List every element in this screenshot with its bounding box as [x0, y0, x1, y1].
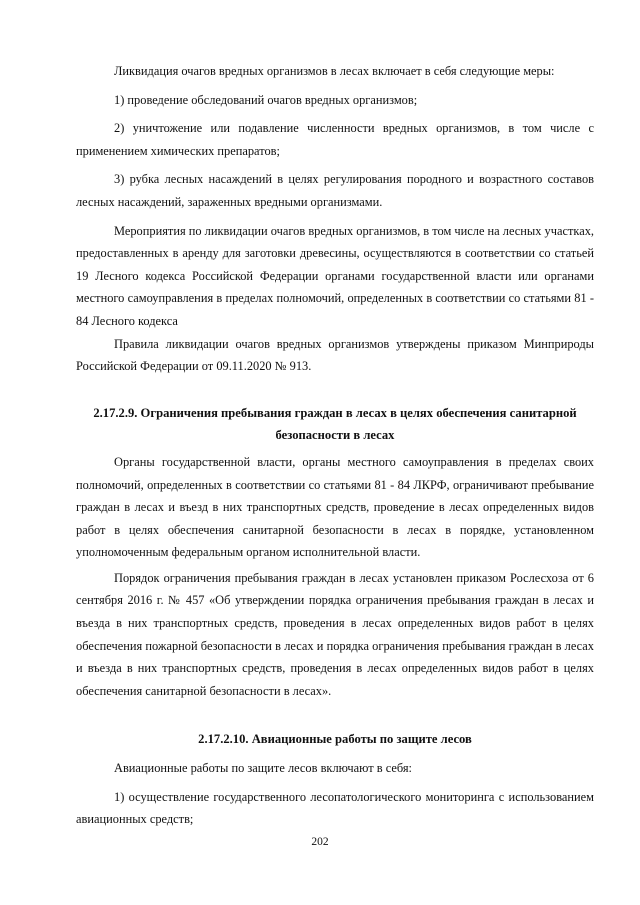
paragraph-item-3: 3) рубка лесных насаждений в целях регулирования породного и возрастного составов лесных насаждений, зараженных вредными организмами. [76, 172, 594, 209]
paragraph-item-1: 1) проведение обследований очагов вредных организмов; [114, 92, 418, 107]
paragraph-rules: Правила ликвидации очагов вредных организмов утверждены приказом Минприроды Российской Федерации от 09.11.2020 № 913. [76, 336, 594, 374]
section-heading-2-17-2-10: 2.17.2.10. Авиационные работы по защите лесов [198, 732, 472, 747]
paragraph-authorities: Органы государственной власти, органы местного самоуправления в пределах своих полномочий, определенных в соответствии со статьями 81 - 84 ЛКРФ, ограничивают пребывание граждан в лесах и въезд в них транспортных средств, проведение в лесах определенных видов работ в целях обеспечения санитарной безопасности в лесах в порядке, установленном уполномоченным федеральным органом исполнительной власти. [76, 454, 594, 560]
page-content [76, 60, 594, 831]
paragraph-aviation-intro: Авиационные работы по защите лесов включают в себя: [114, 761, 412, 776]
paragraph-item-2: 2) уничтожение или подавление численности вредных организмов, в том числе с применением химических препаратов; [76, 121, 594, 158]
paragraph-measures: Мероприятия по ликвидации очагов вредных организмов, в том числе на лесных участках, предоставленных в аренду для заготовки древесины, осуществляются в соответствии со статьей 19 Лесного кодекса Российской Федерации органами государственной власти или органами местного самоуправления в пределах полномочий, определенных в соответствии со статьями 81 - 84 Лесного кодекса [76, 223, 594, 328]
section-heading-2-17-2-9: 2.17.2.9. Ограничения пребывания граждан в лесах в целях обеспечения санитарной безопасности в лесах [93, 405, 577, 443]
paragraph-procedure: Порядок ограничения пребывания граждан в лесах установлен приказом Рослесхоза от 6 сентября 2016 г. № 457 «Об утверждении порядка ограничения пребывания граждан в лесах и въезда в них транспортных средств, проведения в лесах определенных видов работ в целях обеспечения пожарной безопасности в лесах и порядка ограничения пребывания граждан в лесах и въезда в них транспортных средств, проведения в лесах определенных видов работ в целях обеспечения санитарной безопасности в лесах». [76, 570, 594, 698]
paragraph-aviation-item-1: 1) осуществление государственного лесопатологического мониторинга с использованием авиационных средств; [76, 789, 594, 827]
page-number: 202 [311, 836, 329, 848]
paragraph-intro: Ликвидация очагов вредных организмов в лесах включает в себя следующие меры: [114, 64, 555, 78]
